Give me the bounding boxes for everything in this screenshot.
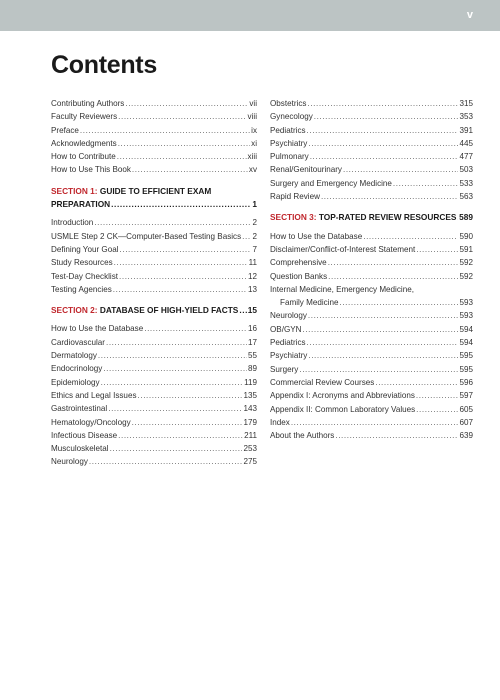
toc-entry-label: Comprehensive — [270, 258, 327, 268]
toc-entry[interactable] — [270, 389, 473, 402]
dot-leader — [416, 243, 458, 256]
toc-entry[interactable] — [51, 270, 257, 283]
toc-entry-multiline[interactable] — [270, 283, 473, 296]
dot-leader — [118, 110, 246, 123]
toc-entry-page: 11 — [248, 258, 257, 268]
toc-entry-page: 353 — [459, 112, 473, 122]
dot-leader — [103, 362, 247, 375]
toc-entry-label: Hematology/Oncology — [51, 417, 131, 427]
toc-entry-label: USMLE Step 2 CK—Computer-Based Testing Basics — [51, 231, 242, 241]
toc-entry[interactable] — [51, 429, 257, 442]
dot-leader — [110, 442, 243, 455]
toc-entry[interactable] — [270, 403, 473, 416]
toc-entry-page: 591 — [459, 244, 473, 254]
toc-left-column — [51, 97, 257, 469]
page-number: v — [466, 9, 473, 21]
toc-entry[interactable] — [51, 336, 257, 349]
toc-entry-page: 593 — [459, 311, 473, 321]
toc-entry-label: Pediatrics — [270, 338, 306, 348]
toc-entry[interactable] — [51, 163, 257, 176]
dot-leader — [120, 243, 252, 256]
section-page: 15 — [247, 305, 257, 316]
toc-entry[interactable] — [51, 137, 257, 150]
dot-leader — [114, 256, 248, 269]
toc-entry-page: xv — [248, 165, 257, 175]
dot-leader — [125, 97, 248, 110]
toc-entry-page: 253 — [243, 444, 257, 454]
toc-entry-label: Psychiatry — [270, 351, 308, 361]
toc-entry-page: 563 — [459, 192, 473, 202]
toc-entry[interactable] — [270, 323, 473, 336]
toc-entry-label: Surgery — [270, 364, 299, 374]
toc-entry[interactable] — [270, 243, 473, 256]
toc-entry[interactable] — [270, 230, 473, 243]
toc-entry-label: Musculoskeletal — [51, 444, 109, 454]
toc-entry-page: 135 — [243, 390, 257, 400]
dot-leader — [416, 389, 459, 402]
toc-entry-label: Defining Your Goal — [51, 244, 119, 254]
toc-entry[interactable] — [270, 177, 473, 190]
dot-leader — [343, 163, 459, 176]
dot-leader — [117, 150, 247, 163]
toc-entry[interactable] — [270, 110, 473, 123]
toc-entry[interactable] — [270, 376, 473, 389]
dot-leader — [302, 323, 458, 336]
toc-entry-page: xi — [251, 138, 257, 148]
section-title: GUIDE TO EFFICIENT EXAM — [99, 185, 212, 196]
toc-entry-label: Introduction — [51, 218, 94, 228]
dot-leader — [111, 198, 251, 211]
toc-entry[interactable] — [51, 256, 257, 269]
toc-entry-label: Endocrinology — [51, 364, 103, 374]
dot-leader — [101, 376, 244, 389]
toc-entry-label: Question Banks — [270, 271, 328, 281]
toc-entry-label: Appendix I: Acronyms and Abbreviations — [270, 391, 415, 401]
toc-entry-label: Renal/Genitourinary — [270, 165, 342, 175]
toc-entry[interactable] — [270, 163, 473, 176]
toc-entry[interactable] — [51, 283, 257, 296]
section-1-list — [51, 216, 257, 296]
toc-entry-label: Preface — [51, 125, 79, 135]
toc-entry-page: 211 — [244, 430, 257, 440]
dot-leader — [291, 416, 459, 429]
toc-entry-label: Gastrointestinal — [51, 404, 108, 414]
dot-leader — [132, 416, 243, 429]
toc-entry-label: Family Medicine — [280, 298, 339, 308]
toc-entry-page: 55 — [247, 351, 257, 361]
toc-entry-label: Internal Medicine, Emergency Medicine, — [270, 284, 414, 294]
toc-entry[interactable] — [51, 216, 257, 229]
toc-entry-page: 592 — [459, 258, 473, 268]
toc-entry-page: ix — [251, 125, 257, 135]
dot-leader — [119, 270, 247, 283]
toc-entry-label: Appendix II: Common Laboratory Values — [270, 404, 416, 414]
toc-entry[interactable] — [51, 97, 257, 110]
toc-entry-page: 17 — [247, 337, 257, 347]
toc-entry-page: 143 — [243, 404, 257, 414]
toc-entry-label: How to Use the Database — [270, 231, 363, 241]
toc-entry-page: 607 — [459, 417, 473, 427]
dot-leader — [299, 363, 458, 376]
section-number: SECTION 1: — [51, 185, 98, 196]
section-3-list-b — [270, 309, 473, 442]
toc-entry-page: viii — [247, 112, 257, 122]
dot-leader — [80, 124, 250, 137]
toc-entry-label: Psychiatry — [270, 138, 308, 148]
dot-leader — [335, 429, 458, 442]
dot-leader — [106, 336, 247, 349]
section-1-heading-cont[interactable] — [51, 198, 257, 211]
dot-leader — [328, 256, 459, 269]
toc-entry-page: 597 — [459, 391, 473, 401]
toc-entry-label: How to Contribute — [51, 152, 116, 162]
toc-entry-label: Obstetrics — [270, 99, 307, 108]
dot-leader — [89, 455, 243, 468]
dot-leader — [363, 230, 458, 243]
section-number: SECTION 3: — [270, 212, 317, 223]
toc-entry[interactable] — [51, 362, 257, 375]
toc-entry-page: 596 — [459, 377, 473, 387]
toc-entry[interactable] — [270, 137, 473, 150]
dot-leader — [321, 190, 459, 203]
dot-leader — [328, 270, 458, 283]
dot-leader — [144, 322, 247, 335]
toc-entry-label: Rapid Review — [270, 192, 320, 202]
toc-entry[interactable] — [270, 429, 473, 442]
dot-leader — [242, 230, 251, 243]
toc-entry-page: 594 — [459, 324, 473, 334]
dot-leader — [393, 177, 459, 190]
section-page: 589 — [459, 212, 473, 223]
toc-entry-label: OB/GYN — [270, 324, 302, 334]
toc-entry-page: 605 — [459, 404, 473, 414]
dot-leader — [314, 110, 459, 123]
toc-entry-label: Disclaimer/Conflict-of-Interest Statement — [270, 244, 416, 254]
toc-entry-page: 275 — [243, 457, 257, 467]
toc-entry[interactable] — [270, 190, 473, 203]
toc-entry-label: Index — [270, 417, 290, 427]
toc-entry-page: 533 — [459, 178, 473, 188]
section-number: SECTION 2: — [51, 305, 98, 316]
toc-entry-page: 13 — [247, 284, 257, 294]
section-page: 1 — [252, 199, 257, 210]
toc-entry-page: 445 — [459, 138, 473, 148]
toc-entry-label: Cardiovascular — [51, 337, 105, 347]
section-2-list — [51, 322, 257, 468]
dot-leader — [118, 137, 250, 150]
toc-entry-page: 639 — [459, 431, 473, 441]
toc-entry[interactable] — [270, 270, 473, 283]
toc-entry-page: 315 — [459, 99, 473, 108]
toc-entry-multiline-cont[interactable] — [270, 296, 473, 309]
toc-entry-label: How to Use the Database — [51, 324, 144, 334]
section-1-heading[interactable] — [51, 185, 257, 198]
page-title: Contents — [51, 51, 157, 79]
toc-entry[interactable] — [51, 150, 257, 163]
dot-leader — [375, 376, 458, 389]
toc-entry-page: 592 — [459, 271, 473, 281]
toc-entry[interactable] — [270, 150, 473, 163]
dot-leader — [239, 304, 246, 317]
section-3-heading[interactable] — [270, 211, 473, 224]
toc-entry-label: Pediatrics — [270, 125, 306, 135]
dot-leader — [307, 97, 458, 110]
toc-entry[interactable] — [51, 110, 257, 123]
toc-entry-label: Pulmonary — [270, 152, 309, 162]
toc-entry-label: How to Use This Book — [51, 165, 131, 175]
toc-entry[interactable] — [51, 322, 257, 335]
dot-leader — [308, 137, 458, 150]
toc-entry[interactable] — [270, 309, 473, 322]
toc-entry-label: Testing Agencies — [51, 284, 112, 294]
toc-entry[interactable] — [51, 455, 257, 468]
dot-leader — [308, 309, 459, 322]
dot-leader — [339, 296, 458, 309]
toc-entry-label: Test-Day Checklist — [51, 271, 119, 281]
dot-leader — [94, 216, 251, 229]
front-matter-list — [51, 97, 257, 177]
dot-leader — [416, 403, 458, 416]
toc-entry[interactable] — [51, 124, 257, 137]
toc-entry[interactable] — [51, 349, 257, 362]
dot-leader — [108, 402, 242, 415]
toc-entry[interactable] — [270, 336, 473, 349]
toc-entry-label: Neurology — [270, 311, 307, 321]
toc-entry-page: 593 — [459, 298, 473, 308]
toc-entry[interactable] — [270, 363, 473, 376]
toc-entry[interactable] — [51, 402, 257, 415]
toc-entry-label: Study Resources — [51, 258, 113, 268]
section-title: TOP-RATED REVIEW RESOURCES — [318, 212, 457, 223]
toc-entry-label: About the Authors — [270, 431, 335, 441]
toc-entry-page: 590 — [459, 231, 473, 241]
toc-entry-page: vii — [249, 99, 257, 108]
dot-leader — [118, 429, 243, 442]
section-2-heading[interactable] — [51, 304, 257, 317]
toc-entry-label: Surgery and Emergency Medicine — [270, 178, 392, 188]
dot-leader — [308, 349, 458, 362]
toc-entry-label: Dermatology — [51, 351, 97, 361]
toc-entry[interactable] — [51, 389, 257, 402]
toc-entry-label: Faculty Reviewers — [51, 112, 118, 122]
toc-entry-label: Gynecology — [270, 112, 313, 122]
dot-leader — [310, 150, 459, 163]
toc-entry[interactable] — [270, 349, 473, 362]
toc-right-column — [270, 97, 473, 442]
toc-entry[interactable] — [270, 256, 473, 269]
toc-entry-label: Acknowledgments — [51, 138, 117, 148]
toc-entry[interactable] — [51, 243, 257, 256]
dot-leader — [98, 349, 247, 362]
toc-entry-page: 89 — [247, 364, 257, 374]
toc-entry-page: 7 — [252, 244, 257, 254]
section-2-list-cont — [270, 97, 473, 203]
toc-entry-page: 179 — [243, 417, 257, 427]
section-title-cont: PREPARATION — [51, 199, 111, 210]
toc-entry[interactable] — [51, 416, 257, 429]
toc-entry[interactable] — [51, 442, 257, 455]
header-band — [0, 0, 500, 31]
toc-entry-label: Epidemiology — [51, 377, 100, 387]
toc-entry[interactable] — [51, 376, 257, 389]
toc-entry-label: Contributing Authors — [51, 99, 125, 108]
toc-entry-page: 477 — [459, 152, 473, 162]
toc-entry-label: Neurology — [51, 457, 88, 467]
toc-entry-page: 503 — [459, 165, 473, 175]
toc-entry-page: 391 — [459, 125, 473, 135]
dot-leader — [138, 389, 243, 402]
toc-entry-page: 16 — [247, 324, 257, 334]
toc-entry-page: 595 — [459, 364, 473, 374]
toc-entry-label: Commercial Review Courses — [270, 377, 375, 387]
dot-leader — [457, 211, 458, 224]
toc-entry-page: 119 — [244, 377, 257, 387]
dot-leader — [113, 283, 247, 296]
toc-entry[interactable] — [270, 416, 473, 429]
toc-entry-page: 12 — [247, 271, 257, 281]
toc-entry-page: 595 — [459, 351, 473, 361]
toc-entry-page: xiii — [247, 152, 257, 162]
section-title: DATABASE OF HIGH-YIELD FACTS — [99, 305, 239, 316]
dot-leader — [307, 124, 459, 137]
toc-entry-page: 2 — [252, 218, 257, 228]
toc-entry[interactable] — [270, 124, 473, 137]
dot-leader — [307, 336, 459, 349]
toc-entry[interactable] — [270, 97, 473, 110]
toc-entry-page: 594 — [459, 338, 473, 348]
toc-entry[interactable] — [51, 230, 257, 243]
dot-leader — [132, 163, 248, 176]
toc-entry-label: Ethics and Legal Issues — [51, 390, 137, 400]
toc-entry-page: 2 — [252, 231, 257, 241]
section-3-list-a — [270, 230, 473, 283]
toc-entry-label: Infectious Disease — [51, 430, 118, 440]
